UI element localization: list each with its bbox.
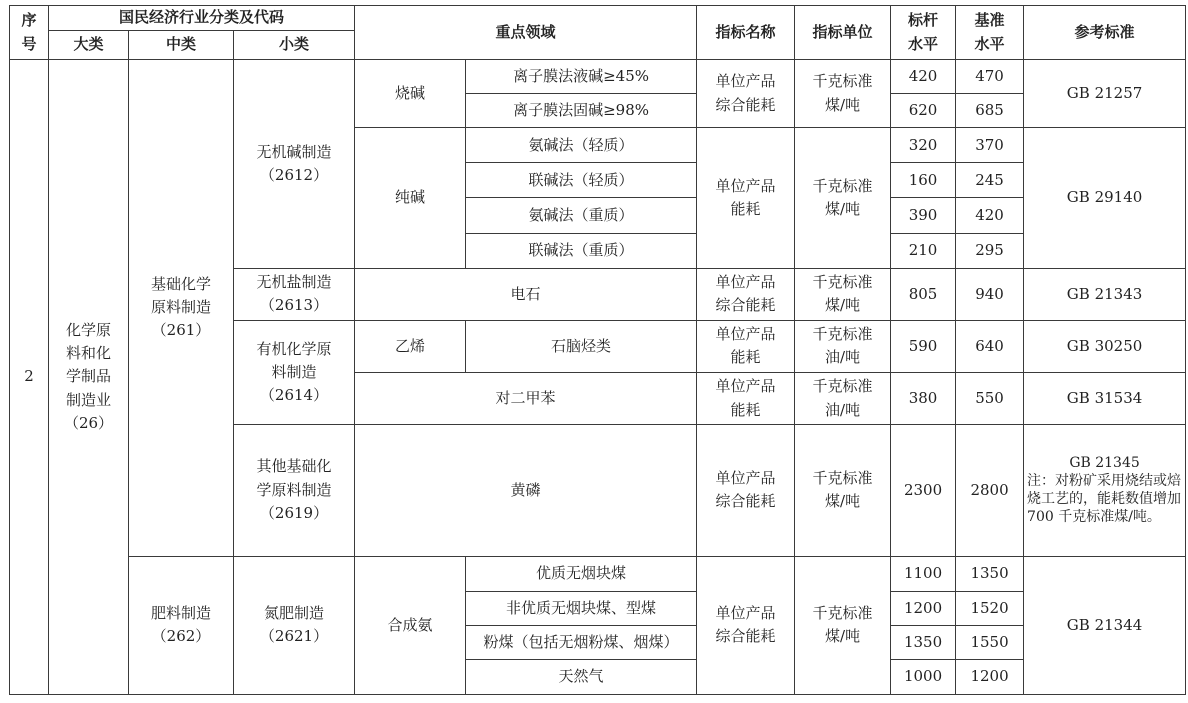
sub-area: 天然气 bbox=[466, 659, 697, 694]
header-baseline-level: 基准 水平 bbox=[956, 6, 1024, 60]
header-indicator-name: 指标名称 bbox=[697, 6, 795, 60]
minor-class-2621: 氮肥制造 （2621） bbox=[234, 556, 355, 695]
area-synthetic-ammonia: 合成氨 bbox=[355, 556, 466, 695]
reference-standard-with-note bbox=[1024, 425, 1186, 556]
baseline-value: 940 bbox=[956, 268, 1024, 320]
area-ethylene: 乙烯 bbox=[355, 320, 466, 372]
baseline-value: 420 bbox=[956, 198, 1024, 233]
baseline-value: 470 bbox=[956, 60, 1024, 94]
minor-class-2619: 其他基础化 学原料制造 （2619） bbox=[234, 425, 355, 556]
reference-standard: GB 21343 bbox=[1024, 268, 1186, 320]
reference-note: 注：对粉矿采用烧结或焙烧工艺的，能耗数值增加 700 千克标准煤/吨。 bbox=[1027, 473, 1182, 526]
indicator-name: 单位产品 能耗 bbox=[697, 128, 795, 268]
benchmark-value: 380 bbox=[891, 372, 956, 424]
benchmark-value: 620 bbox=[891, 94, 956, 128]
baseline-value: 370 bbox=[956, 128, 1024, 163]
baseline-value: 245 bbox=[956, 163, 1024, 198]
indicator-name: 单位产品 能耗 bbox=[697, 320, 795, 372]
indicator-name: 单位产品 综合能耗 bbox=[697, 268, 795, 320]
area-calcium-carbide: 电石 bbox=[355, 268, 697, 320]
minor-class-2614: 有机化学原 料制造 （2614） bbox=[234, 320, 355, 424]
reference-standard: GB 21345 bbox=[1069, 454, 1140, 471]
benchmark-value: 420 bbox=[891, 60, 956, 94]
baseline-value: 295 bbox=[956, 233, 1024, 268]
indicator-name: 单位产品 综合能耗 bbox=[697, 425, 795, 556]
header-focus-area: 重点领域 bbox=[355, 6, 697, 60]
header-benchmark-level: 标杆 水平 bbox=[891, 6, 956, 60]
area-paraxylene: 对二甲苯 bbox=[355, 372, 697, 424]
middle-class-262: 肥料制造 （262） bbox=[129, 556, 234, 695]
baseline-value: 1350 bbox=[956, 556, 1024, 591]
sub-area: 粉煤（包括无烟粉煤、烟煤） bbox=[466, 625, 697, 659]
indicator-unit: 千克标准 油/吨 bbox=[795, 372, 891, 424]
baseline-value: 640 bbox=[956, 320, 1024, 372]
sub-area: 非优质无烟块煤、型煤 bbox=[466, 591, 697, 625]
indicator-name: 单位产品 综合能耗 bbox=[697, 60, 795, 128]
sub-area: 联碱法（轻质） bbox=[466, 163, 697, 198]
indicator-unit: 千克标准 煤/吨 bbox=[795, 60, 891, 128]
benchmark-value: 390 bbox=[891, 198, 956, 233]
reference-standard: GB 31534 bbox=[1024, 372, 1186, 424]
benchmark-value: 1100 bbox=[891, 556, 956, 591]
baseline-value: 1550 bbox=[956, 625, 1024, 659]
area-soda-ash: 纯碱 bbox=[355, 128, 466, 268]
header-seq: 序 号 bbox=[10, 6, 49, 60]
minor-class-2612: 无机碱制造 （2612） bbox=[234, 60, 355, 269]
benchmark-value: 2300 bbox=[891, 425, 956, 556]
indicator-name: 单位产品 综合能耗 bbox=[697, 556, 795, 695]
reference-standard: GB 30250 bbox=[1024, 320, 1186, 372]
header-minor-class: 小类 bbox=[234, 31, 355, 60]
baseline-value: 2800 bbox=[956, 425, 1024, 556]
benchmark-value: 805 bbox=[891, 268, 956, 320]
baseline-value: 1520 bbox=[956, 591, 1024, 625]
header-indicator-unit: 指标单位 bbox=[795, 6, 891, 60]
benchmark-value: 210 bbox=[891, 233, 956, 268]
header-major-class: 大类 bbox=[49, 31, 129, 60]
indicator-unit: 千克标准 煤/吨 bbox=[795, 128, 891, 268]
area-caustic-soda: 烧碱 bbox=[355, 60, 466, 128]
sub-area: 联碱法（重质） bbox=[466, 233, 697, 268]
sub-area: 氨碱法（轻质） bbox=[466, 128, 697, 163]
reference-standard: GB 29140 bbox=[1024, 128, 1186, 268]
baseline-value: 550 bbox=[956, 372, 1024, 424]
benchmark-value: 1200 bbox=[891, 591, 956, 625]
indicator-unit: 千克标准 煤/吨 bbox=[795, 556, 891, 695]
benchmark-value: 160 bbox=[891, 163, 956, 198]
area-yellow-phosphorus: 黄磷 bbox=[355, 425, 697, 556]
minor-class-2613: 无机盐制造 （2613） bbox=[234, 268, 355, 320]
baseline-value: 685 bbox=[956, 94, 1024, 128]
baseline-value: 1200 bbox=[956, 659, 1024, 694]
reference-standard: GB 21344 bbox=[1024, 556, 1186, 695]
indicator-unit: 千克标准 煤/吨 bbox=[795, 425, 891, 556]
header-industry-classification: 国民经济行业分类及代码 bbox=[49, 6, 355, 31]
sub-area: 离子膜法液碱≥45% bbox=[466, 60, 697, 94]
benchmark-value: 1000 bbox=[891, 659, 956, 694]
header-reference-standard: 参考标准 bbox=[1024, 6, 1186, 60]
sub-area: 石脑烃类 bbox=[466, 320, 697, 372]
sub-area: 氨碱法（重质） bbox=[466, 198, 697, 233]
indicator-name: 单位产品 能耗 bbox=[697, 372, 795, 424]
benchmark-value: 590 bbox=[891, 320, 956, 372]
indicator-unit: 千克标准 油/吨 bbox=[795, 320, 891, 372]
sub-area: 优质无烟块煤 bbox=[466, 556, 697, 591]
header-middle-class: 中类 bbox=[129, 31, 234, 60]
benchmark-value: 320 bbox=[891, 128, 956, 163]
middle-class-261: 基础化学 原料制造 （261） bbox=[129, 60, 234, 557]
energy-benchmark-table bbox=[9, 5, 1186, 695]
reference-standard: GB 21257 bbox=[1024, 60, 1186, 128]
sub-area: 离子膜法固碱≥98% bbox=[466, 94, 697, 128]
row-seq-value: 2 bbox=[10, 60, 49, 695]
major-class-chemical: 化学原 料和化 学制品 制造业 （26） bbox=[49, 60, 129, 695]
benchmark-value: 1350 bbox=[891, 625, 956, 659]
indicator-unit: 千克标准 煤/吨 bbox=[795, 268, 891, 320]
